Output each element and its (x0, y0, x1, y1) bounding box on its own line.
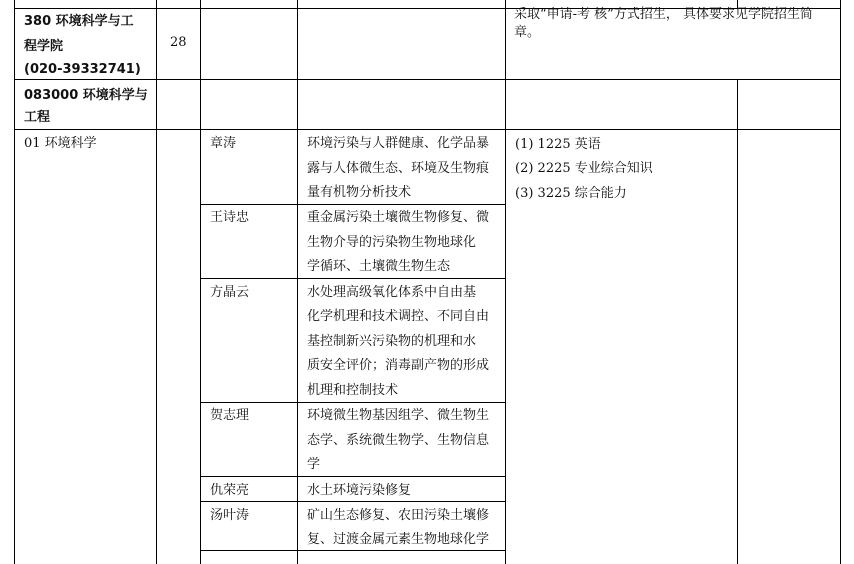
research-line: 机理和控制技术 (307, 383, 399, 398)
major-name-cont: 工程 (24, 110, 51, 125)
exam-subject: (1) 1225 英语 (515, 137, 601, 152)
major-name: 083000 环境科学与 (24, 88, 148, 103)
supervisor-name: 贺志理 (210, 408, 250, 423)
direction-name: 01 环境科学 (24, 136, 97, 151)
supervisor-name: 章涛 (210, 136, 237, 151)
research-line: 学循环、土壤微生物生态 (307, 259, 451, 274)
research-line: 水处理高级氧化体系中自由基 (307, 285, 477, 300)
research-line: 水土环境污染修复 (307, 483, 412, 498)
rule (14, 0, 15, 564)
exam-subject: (2) 2225 专业综合知识 (515, 161, 653, 176)
college-name-cont: 程学院 (24, 39, 64, 54)
research-line: 露与人体微生态、环境及生物痕 (307, 161, 490, 176)
supervisor-name: 仇荣亮 (210, 483, 250, 498)
supervisor-name: 汤叶涛 (210, 508, 250, 523)
research-line: 生物介导的污染物生物地球化 (307, 235, 477, 250)
research-line: 环境微生物基因组学、微生物生 (307, 408, 490, 423)
research-line: 量有机物分析技术 (307, 185, 412, 200)
rule (840, 0, 841, 564)
research-line: 环境污染与人群健康、化学品暴 (307, 136, 490, 151)
admission-note: 采取“申请-考 核”方式招生， 具体要求见学院招生简 (514, 7, 813, 22)
rule (14, 129, 840, 130)
rule (505, 79, 840, 80)
research-line: 学 (307, 457, 321, 472)
quota: 28 (170, 35, 187, 50)
research-line: 重金属污染土壤微生物修复、微 (307, 210, 490, 225)
research-line: 矿山生态修复、农田污染土壤修 (307, 508, 490, 523)
rule (156, 0, 157, 564)
rule (200, 476, 505, 477)
research-line: 基控制新兴污染物的机理和水 (307, 334, 477, 349)
research-line: 化学机理和技术调控、不同自由 (307, 309, 490, 324)
admission-note-cont: 章。 (514, 25, 541, 40)
research-line: 质安全评价；消毒副产物的形成 (307, 358, 490, 373)
research-line: 态学、系统微生物学、生物信息 (307, 433, 490, 448)
research-line: 复、过渡金属元素生物地球化学 (307, 532, 490, 547)
rule (737, 79, 738, 564)
college-phone: (020-39332741) (24, 62, 141, 77)
supervisor-name: 王诗忠 (210, 210, 250, 225)
rule (505, 0, 506, 564)
exam-subject: (3) 3225 综合能力 (515, 186, 627, 201)
college-name: 380 环境科学与工 (24, 14, 134, 29)
rule (200, 0, 201, 564)
rule (297, 0, 298, 564)
supervisor-name: 方晶云 (210, 285, 250, 300)
